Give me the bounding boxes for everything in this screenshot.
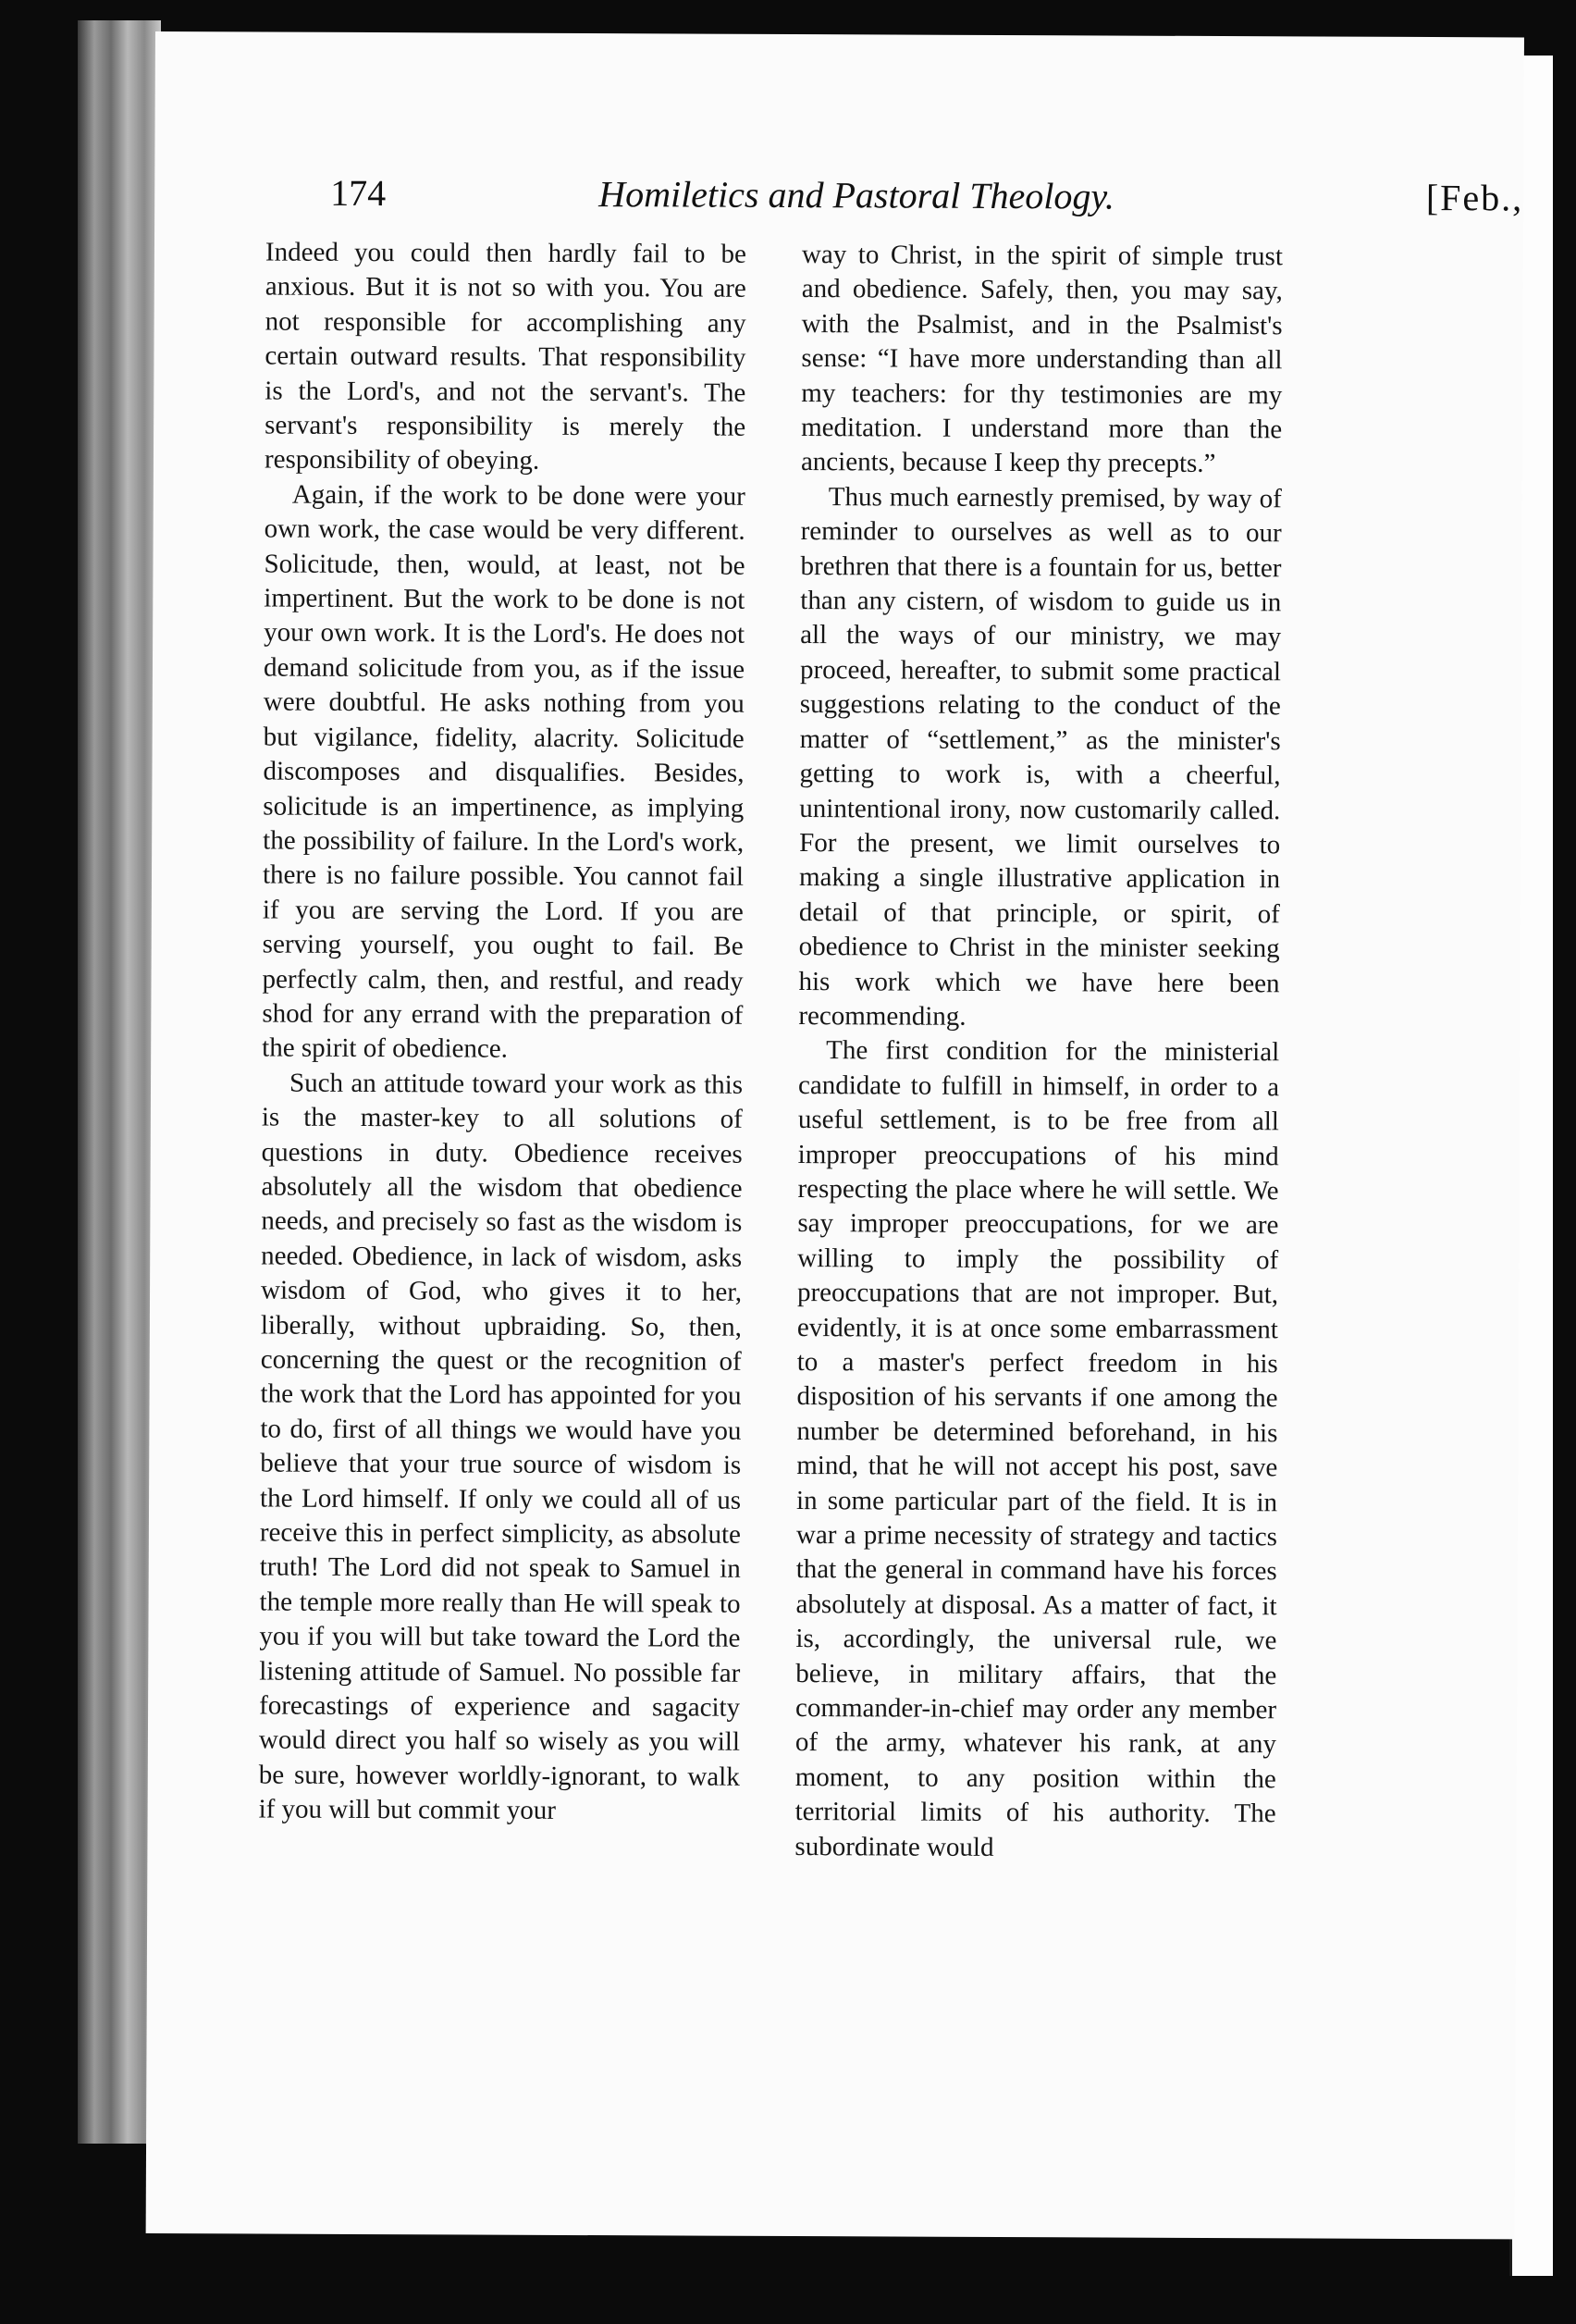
paragraph: Such an attitude toward your work as this is the master-key to all solutions of questions in duty. Obedience receives absolutely all the wisdom that obedience needs, and precisely so fast as the wisdom is needed. Obedience, in lack of wisdom, asks wisdom of God, who gives it to her, liberally, without upbraiding. So, then, concerning the quest or the recognition of the work that the Lord has appointed for you to do, first of all things we would have you believe that your true source of wisdom is the Lord himself. If only we could all of us receive this in perfect simplicity, as absolute truth! The Lord did not speak to Samuel in the temple more really than He will speak to you if you will but take toward the Lord the listening attitude of Samuel. No possible far forecastings of experience and sagacity would direct you half so wisely as you will be sure, however worldly-ignorant, to walk if you will but commit your [258, 1068, 744, 1826]
right-column [794, 238, 1283, 1866]
paragraph: way to Christ, in the spirit of simple trust and obedience. Safely, then, you may say, with the Psalmist, and in the Psalmist's sense: “I have more understanding than all my teachers: for thy testimonies are my meditation. I understand more than the ancients, because I keep thy precepts.” [800, 240, 1284, 479]
running-title: Homiletics and Pastoral Theology. [598, 173, 1115, 217]
page-number: 174 [330, 171, 387, 215]
left-column [259, 236, 747, 1830]
paragraph: The first condition for the ministerial candidate to fulfill in himself, in order to a useful settlement, is to be free from all improper preoccupations of his mind respecting the place where he will settle. We say improper preoccupations, for we are willing to imply the possibility of preoccupations that are not improper. But, evidently, it is at once some embarrassment to a master's perfect freedom in his disposition of his servants if one among the number be determined beforehand, in his mind, that he will not accept his post, save in some particular part of the field. It is in war a prime necessity of strategy and tactics that the general in command have his forces absolutely at disposal. As a matter of fact, it is, accordingly, the universal rule, we believe, in military affairs, that the commander-in-chief may order any member of the army, whatever his rank, at any moment, to any position within the territorial limits of his authority. The subordinate would [794, 1035, 1280, 1862]
paragraph: Again, if the work to be done were your own work, the case would be very different. Solicitude, then, would, at least, not be impertinent. But the work to be done is not your own work. It is the Lord's. He does not demand solicitude from you, as if the issue were doubtful. He asks nothing from you but vigilance, fidelity, alacrity. Solicitude discomposes and disqualifies. Besides, solicitude is an impertinence, as implying the possibility of failure. In the Lord's work, there is no failure possible. You cannot fail if you are serving the Lord. If you are serving yourself, you ought to fail. Be perfectly calm, then, and restful, and ready shod for any errand with the preparation of the spirit of obedience. [262, 479, 745, 1065]
book-page [146, 31, 1524, 2239]
paragraph: Thus much earnestly premised, by way of reminder to ourselves as well as to our brethren that there is a fountain for us, better than any cistern, of wisdom to guide us in all the ways of our ministry, we may proceed, hereafter, to submit some practical suggestions relating to the conduct of the matter of “settlement,” as the minister's getting to work is, with a cheerful, unintentional irony, now customarily called. For the present, we limit ourselves to making a single illustrative application in detail of that principle, or spirit, of obedience to Christ in the minister seeking his work which we have here been recommending. [798, 482, 1282, 1032]
running-date: [Feb., [1425, 176, 1524, 219]
paragraph: Indeed you could then hardly fail to be anxious. But it is not so with you. You are not responsible for accomplishing any certain outward results. That responsibility is the Lord's, and not the servant's. The servant's responsibility is merely the responsibility of obeying. [264, 237, 747, 476]
running-header [330, 171, 1523, 241]
